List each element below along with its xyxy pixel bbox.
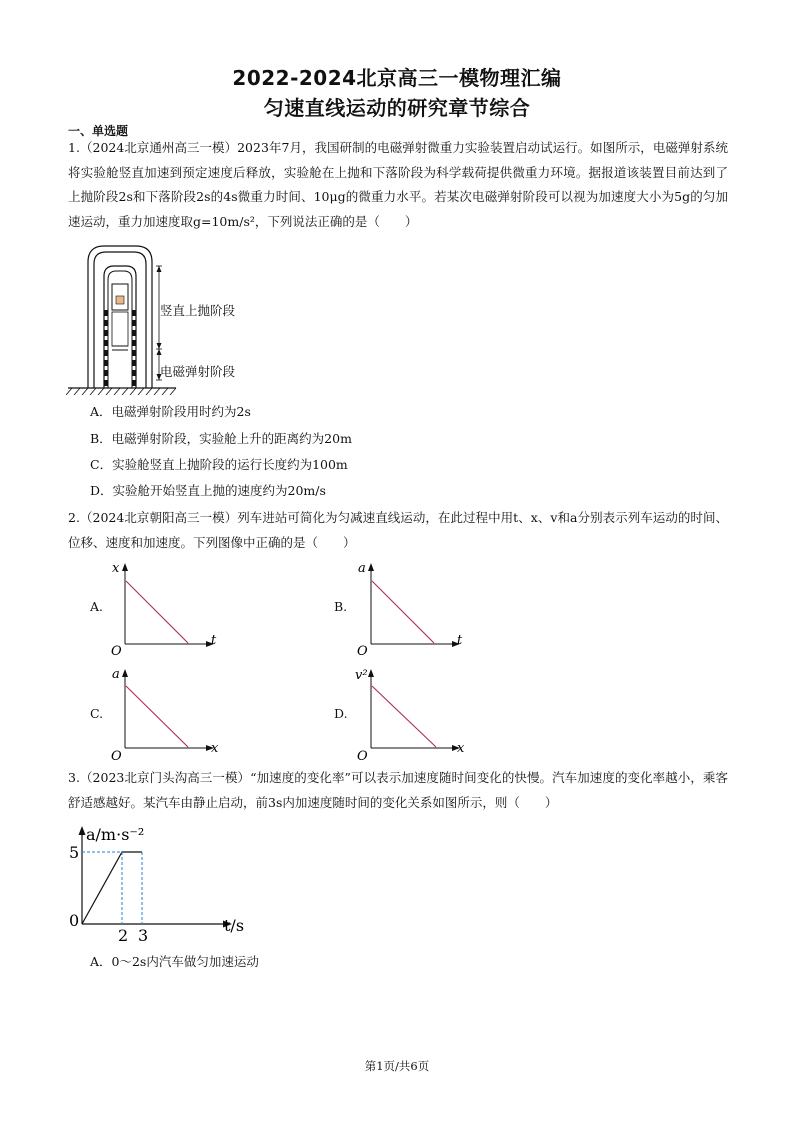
q2-graph-c — [108, 664, 228, 764]
q3-xlabel: t/s — [224, 916, 245, 935]
q2-graph-b-ylabel: a — [358, 561, 366, 576]
q2-option-b-label: B. — [334, 599, 348, 614]
q2-graph-d-line — [372, 686, 436, 747]
q2-graph-a-origin: O — [111, 644, 122, 658]
q2-graph-d-origin: O — [357, 749, 368, 764]
q2-option-d-label: D. — [334, 706, 348, 721]
q3-stem: 3.（2023北京门头沟高三一模）“加速度的变化率”可以表示加速度随时间变化的快慢。汽车加速度的变化率越小，乘客舒适感越好。某汽车由静止启动，前3s内加速度随时间的变化关系如图所示，则（ ） — [68, 770, 728, 810]
q2-graph-a-line — [126, 581, 188, 643]
q3-option-a: A．0～2s内汽车做匀加速运动 — [90, 954, 259, 969]
q2-graph-a-xlabel: t — [211, 633, 217, 648]
q2-option-a-label: A. — [90, 599, 104, 614]
section-heading: 一、单选题 — [68, 124, 129, 138]
q3-x-tick-label: 0 — [69, 911, 80, 930]
q2-graph-b-origin: O — [357, 644, 368, 658]
q1-label-em-launch: 电磁弹射阶段 — [160, 364, 236, 379]
doc-title-line1: 2022-2024北京高三一模物理汇编 — [232, 66, 562, 90]
q3-y-arrow — [79, 826, 86, 835]
q2-graph-d-ylabel: v² — [355, 668, 368, 683]
q3-ylabel: a/m·s⁻² — [86, 825, 145, 844]
q3-acceleration-chart — [64, 820, 264, 945]
q2-graph-d-xlabel: x — [457, 741, 465, 756]
q2-graph-a — [108, 558, 228, 658]
q1-option-c: C．实验舱竖直上抛阶段的运行长度约为100m — [90, 457, 348, 472]
q2-graph-c-line — [126, 686, 188, 747]
q1-label-vertical-throw: 竖直上抛阶段 — [160, 303, 236, 318]
q2-option-c-label: C. — [90, 706, 104, 721]
q3-x-tick-label: 2 — [118, 926, 129, 945]
q3-y-tick-label: 5 — [69, 843, 80, 862]
q3-x-tick-label: 3 — [138, 926, 149, 945]
q2-graph-b — [354, 558, 474, 658]
page-footer: 第1页/共6页 — [364, 1059, 430, 1073]
q2-graph-b-xlabel: t — [457, 633, 463, 648]
q2-graph-d — [354, 664, 474, 764]
q2-graph-b-line — [372, 581, 434, 643]
q1-option-b: B．电磁弹射阶段，实验舱上升的距离约为20m — [90, 431, 352, 446]
q2-graph-c-ylabel: a — [112, 667, 120, 682]
q1-option-d: D．实验舱开始竖直上抛的速度约为20m/s — [90, 483, 326, 498]
q2-graph-a-ylabel: x — [112, 561, 120, 576]
q2-graph-c-xlabel: x — [211, 741, 219, 756]
doc-title-line2: 匀速直线运动的研究章节综合 — [263, 96, 531, 120]
q3-series-line — [82, 852, 142, 924]
q1-option-a: A．电磁弹射阶段用时约为2s — [90, 404, 251, 419]
q1-stem: 1.（2024北京通州高三一模）2023年7月，我国研制的电磁弹射微重力实验装置启动试运行。如图所示，电磁弹射系统将实验舱竖直加速到预定速度后释放，实验舱在上抛和下落阶段为科学载荷提供微重力环境。据报道该装置目前达到了上抛阶段2s和下落阶段2s的4s微重力时间、10μg的微重力水平。若某次电磁弹射阶段可以视为加速度大小为5g的匀加速运动，重力加速度取g=10m/s²，下列说法正确的是（ ） — [68, 140, 728, 229]
q2-graph-c-origin: O — [111, 749, 122, 764]
q2-stem: 2.（2024北京朝阳高三一模）列车进站可简化为匀减速直线运动，在此过程中用t、x、v和a分别表示列车运动的时间、位移、速度和加速度。下列图像中正确的是（ ） — [68, 510, 728, 550]
